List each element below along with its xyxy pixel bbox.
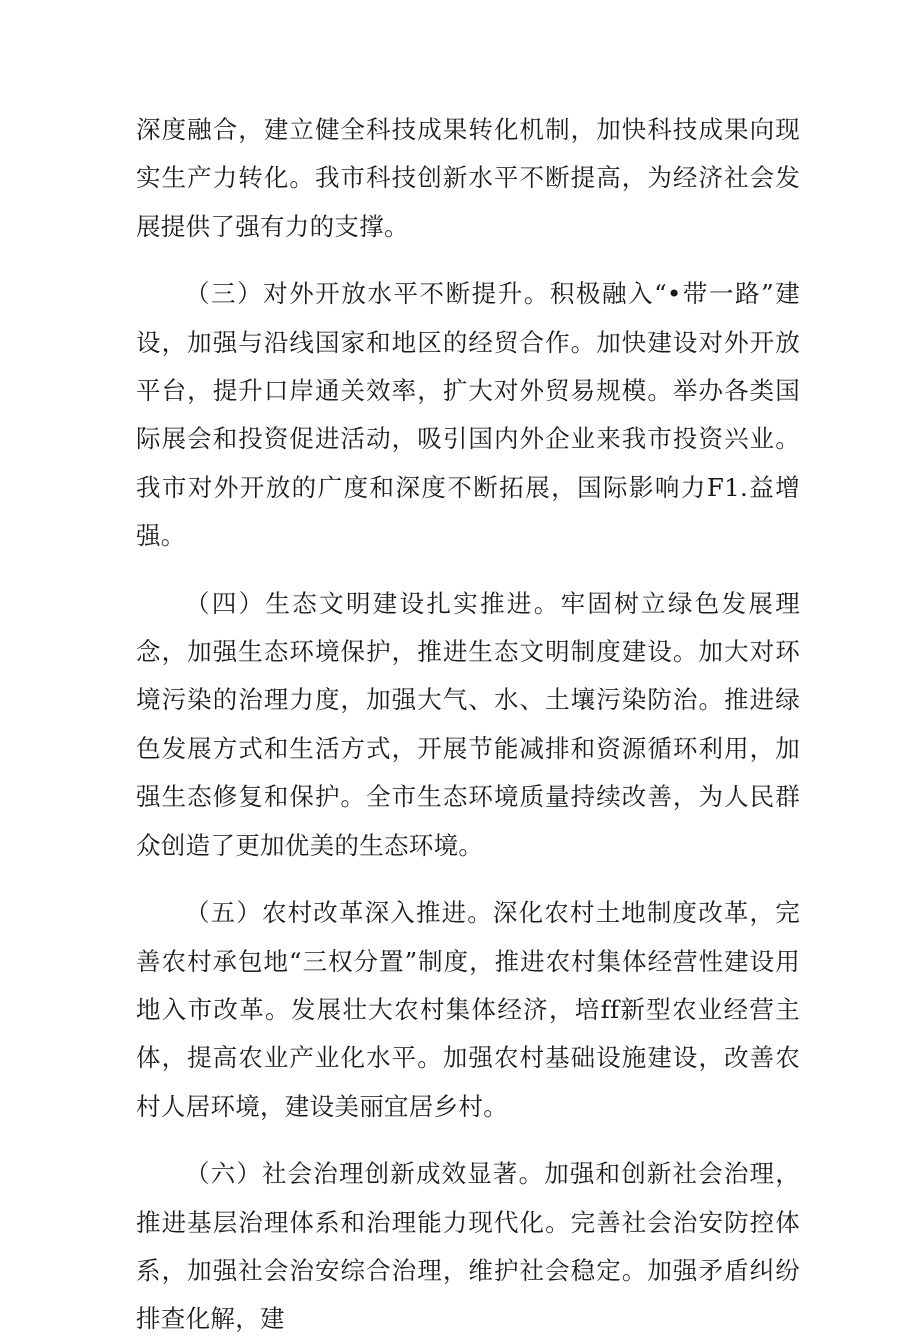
document-body: [136, 106, 800, 1344]
paragraph-continuation: 深度融合，建立健全科技成果转化机制，加快科技成果向现实生产力转化。我市科技创新水平不断提高，为经济社会发展提供了强有力的支撑。: [136, 115, 800, 241]
paragraph-section-6: （六）社会治理创新成效显著。加强和创新社会治理，推进基层治理体系和治理能力现代化。完善社会治安防控体系，加强社会治安综合治理，维护社会稳定。加强矛盾纠纷排查化解，建: [136, 1159, 800, 1334]
paragraph-section-3: （三）对外开放水平不断提升。积极融入“•带一路”建设，加强与沿线国家和地区的经贸合作。加快建设对外开放平台，提升口岸通关效率，扩大对外贸易规模。举办各类国际展会和投资促进活动，吸引国内外企业来我市投资兴业。我市对外开放的广度和深度不断拓展，国际影响力F1.益增强。: [136, 279, 800, 551]
paragraph-section-5: （五）农村改革深入推进。深化农村土地制度改革，完善农村承包地“三权分置”制度，推进农村集体经营性建设用地入市改革。发展壮大农村集体经济，培ff新型农业经营主体，提高农业产业化水平。加强农村基础设施建设，改善农村人居环境，建设美丽宜居乡村。: [136, 898, 800, 1121]
paragraph-section-4: （四）生态文明建设扎实推进。牢固树立绿色发展理念，加强生态环境保护，推进生态文明制度建设。加大对环境污染的治理力度，加强大气、水、土壤污染防治。推进绿色发展方式和生活方式，开展节能减排和资源循环利用，加强生态修复和保护。全市生态环境质量持续改善，为人民群众创造了更加优美的生态环境。: [136, 588, 800, 860]
